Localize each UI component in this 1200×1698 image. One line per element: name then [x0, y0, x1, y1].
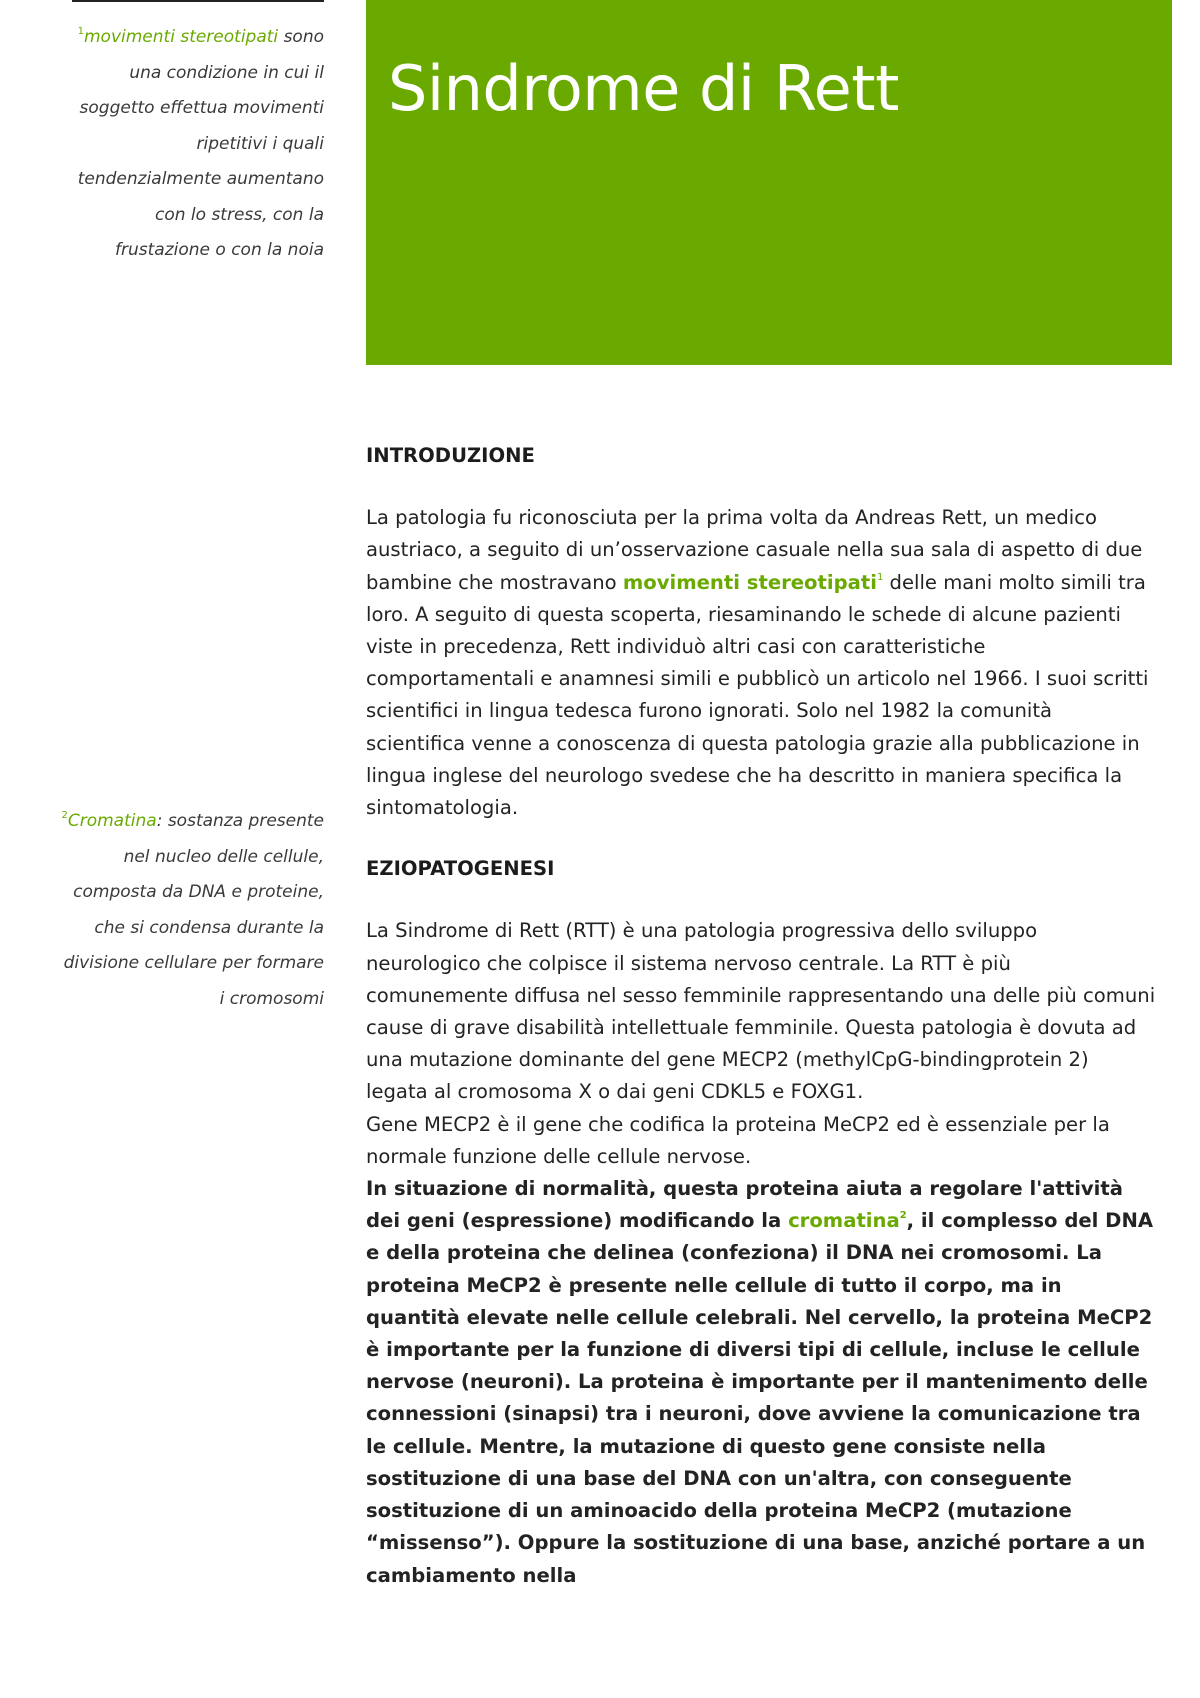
- sidenote-1: [60, 20, 324, 269]
- intro-heading: INTRODUZIONE: [366, 444, 535, 467]
- etio-paragraph-2: Gene MECP2 è il gene che codifica la proteina MeCP2 ed è essenziale per la normale funzione delle cellule nervose.: [366, 1112, 1110, 1168]
- intro-footnote-marker: 1: [876, 571, 884, 583]
- sidebar-top-rule: [72, 0, 324, 2]
- sidenote-1-term: movimenti stereotipati: [84, 27, 279, 47]
- etio-paragraph-1: La Sindrome di Rett (RTT) è una patologia progressiva dello sviluppo neurologico che colpisce il sistema nervoso centrale. La RTT è più comunemente diffusa nel sesso femminile rappresentando una delle più comuni cause di grave disabilità intellettuale femminile. Questa patologia è dovuta ad una mutazione dominante del gene MECP2 (methylCpG-bindingprotein 2) legata al cromosoma X o dai geni CDKL5 e FOXG1.: [366, 919, 1156, 1104]
- intro-text-before: La patologia fu riconosciuta per la prima volta da Andreas Rett, un medico austriaco, a seguito di un’osservazione casuale nella sua sala di aspetto di due bambine che mostravano: [366, 506, 1143, 594]
- etio-paragraph-3: [366, 1173, 1156, 1592]
- etio-footnote-marker: 2: [899, 1210, 907, 1222]
- main-content: [366, 440, 1156, 1592]
- etio-text-before: In situazione di normalità, questa proteina aiuta a regolare l'attività dei geni (espressione) modificando la: [366, 1177, 1123, 1233]
- etio-heading: EZIOPATOGENESI: [366, 857, 555, 881]
- sidenote-2-colon: :: [156, 811, 163, 831]
- etio-text-after: , il complesso del DNA e della proteina che delinea (confeziona) il DNA nei cromosomi. La proteina MeCP2 è presente nelle cellule di tutto il corpo, ma in quantità elevate nelle cellule celebrali. Nel cervello, la proteina MeCP2 è importante per la funzione di diversi tipi di cellule, incluse le cellule nervose (neuroni). La proteina è importante per il mantenimento delle connessioni (sinapsi) tra i neuroni, dove avviene la comunicazione tra le cellule. Mentre, la mutazione di questo gene consiste nella sostituzione di una base del DNA con un'altra, con conseguente sostituzione di un aminoacido della proteina MeCP2 (mutazione “missenso”). Oppure la sostituzione di una base, anziché portare a un cambiamento nella: [366, 1209, 1154, 1587]
- intro-text-after: delle mani molto simili tra loro. A seguito di questa scoperta, riesaminando le schede di alcune pazienti viste in precedenza, Rett individuò altri casi con caratteristiche comportamentali e anamnesi simili e pubblicò un articolo nel 1966. I suoi scritti scientifici in lingua tedesca furono ignorati. Solo nel 1982 la comunità scientifica venne a conoscenza di questa patologia grazie alla pubblicazione in lingua inglese del neurologo svedese che ha descritto in maniera specifica la sintomatologia.: [366, 570, 1149, 820]
- sidenote-2: [60, 804, 324, 1017]
- sidenote-2-term: Cromatina: [67, 811, 157, 831]
- intro-paragraph: [366, 502, 1156, 824]
- sidenote-1-number: 1: [77, 26, 84, 37]
- sidenote-2-text: sostanza presente nel nucleo delle cellule, composta da DNA e proteine, che si condensa durante la divisione cellulare per formare i cromosomi: [63, 811, 324, 1009]
- intro-term-link[interactable]: movimenti stereotipati: [622, 570, 877, 594]
- sidenote-1-text: sono una condizione in cui il soggetto effettua movimenti ripetitivi i quali tendenzialmente aumentano con lo stress, con la frustazione o con la noia: [77, 27, 324, 260]
- etio-term-link[interactable]: cromatina: [788, 1209, 900, 1233]
- sidenote-2-number: 2: [61, 810, 68, 821]
- title-banner: [366, 0, 1172, 365]
- page-title: Sindrome di Rett: [388, 52, 899, 125]
